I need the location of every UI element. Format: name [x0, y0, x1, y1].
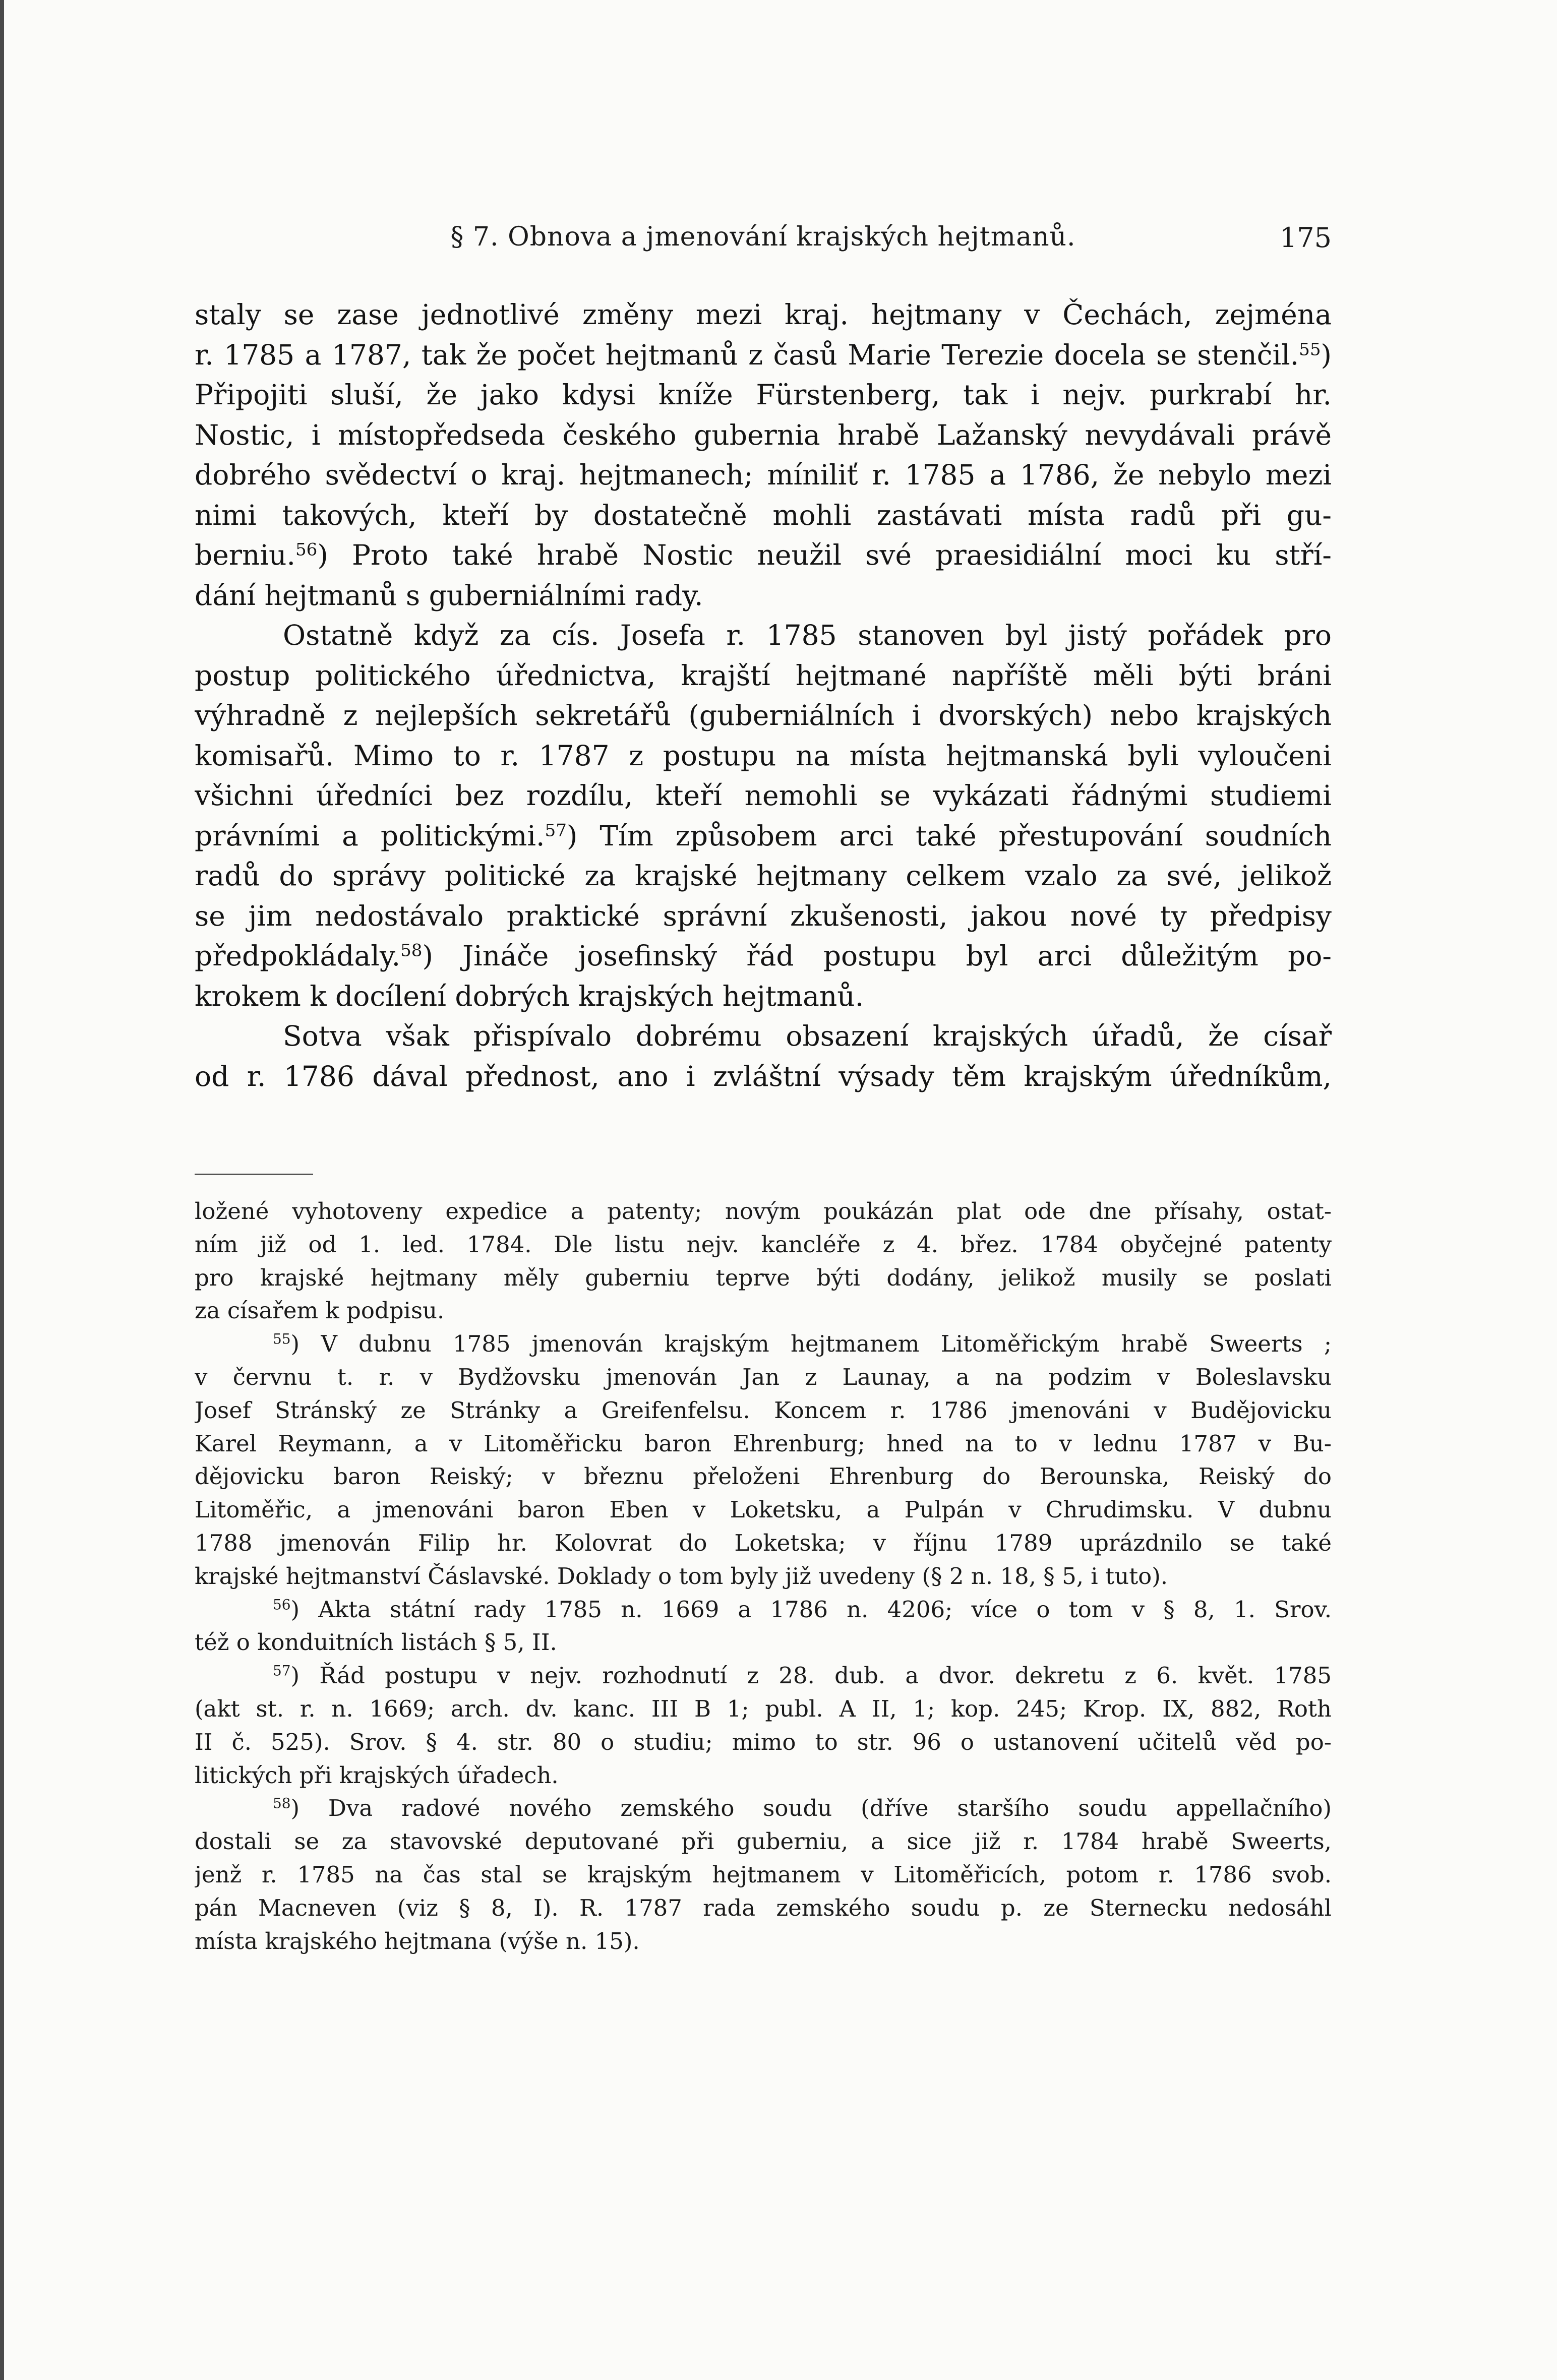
body-line: staly se zase jednotlivé změny mezi kraj. hejtmany v Čechách, zejména [195, 298, 1332, 331]
body-line: Ostatně když za cís. Josefa r. 1785 stanoven byl jistý pořádek pro [283, 619, 1332, 651]
body-line: Sotva však přispívalo dobrému obsazení krajských úřadů, že císař [283, 1020, 1332, 1052]
body-line: krokem k docílení dobrých krajských hejtmanů. [195, 980, 864, 1012]
body-line: Připojiti sluší, že jako kdysi kníže Fürstenberg, tak i nejv. purkrabí hr. [195, 379, 1332, 411]
body-line: Nostic, i místopředseda českého gubernia hrabě Lažanský nevydávali právě [195, 418, 1332, 451]
footnote-line: v červnu t. r. v Bydžovsku jmenován Jan z Launay, a na podzim v Boleslavsku [195, 1363, 1332, 1390]
section-title: § 7. Obnova a jmenování krajských hejtmanů. [450, 222, 1076, 252]
footnote-number: 56 [273, 1596, 291, 1613]
footnote-line: Karel Reymann, a v Litoměřicku baron Ehrenburg; hned na to v lednu 1787 v Bu- [195, 1430, 1332, 1457]
footnote-line: 1788 jmenován Filip hr. Kolovrat do Loketska; v říjnu 1789 uprázdnilo se také [195, 1529, 1332, 1556]
body-line: se jim nedostávalo praktické správní zkušenosti, jakou nové ty předpisy [195, 899, 1332, 932]
footnote-line: pro krajské hejtmany měly guberniu teprve býti dodány, jelikož musily se poslati [195, 1264, 1332, 1291]
footnote-number: 55 [273, 1330, 291, 1348]
footnote-line: též o konduitních listách § 5, II. [195, 1629, 557, 1656]
footnote-58: $^{58}$) Dva radové nového zemského soudu (dříve staršího soudu appellačního) [273, 1795, 1332, 1822]
page-number: 175 [1279, 222, 1332, 254]
footnote-line: (akt st. r. n. 1669; arch. dv. kanc. III B 1; publ. A II, 1; kop. 245; Krop. IX, 882, Roth [195, 1695, 1332, 1722]
footnote-line: litických při krajských úřadech. [195, 1761, 559, 1789]
body-line: dobrého svědectví o kraj. hejtmanech; míniliť r. 1785 a 1786, že nebylo mezi [195, 459, 1332, 491]
body-line: r. 1785 a 1787, tak že počet hejtmanů z časů Marie Terezie docela se stenčil.$^{55}$) [195, 338, 1332, 371]
footnote-line: za císařem k podpisu. [195, 1297, 445, 1324]
footnote-number: 57 [273, 1662, 291, 1679]
footnotes [195, 1195, 1332, 1958]
footnote-ref: 57 [545, 820, 567, 840]
footnote-line: dostali se za stavovské deputované při guberniu, a sice již r. 1784 hrabě Sweerts, [195, 1828, 1332, 1855]
body-line: předpokládaly.$^{58}$) Jináče josefinský řád postupu byl arci důležitým po- [195, 940, 1332, 972]
footnote-line: dějovicku baron Reiský; v březnu přeloženi Ehrenburg do Berounska, Reiský do [195, 1463, 1332, 1490]
body-line: radů do správy politické za krajské hejtmany celkem vzalo za své, jelikož [195, 860, 1332, 892]
body-line: všichni úředníci bez rozdílu, kteří nemohli se vykázati řádnými studiemi [195, 779, 1332, 812]
footnote-line: krajské hejtmanství Čáslavské. Doklady o tom byly již uvedeny (§ 2 n. 18, § 5, i tuto). [195, 1562, 1168, 1590]
footnote-number: 58 [273, 1795, 291, 1812]
footnote-57: $^{57}$) Řád postupu v nejv. rozhodnutí z 28. dub. a dvor. dekretu z 6. květ. 1785 [273, 1662, 1332, 1689]
body-line: právními a politickými.$^{57}$) Tím způsobem arci také přestupování soudních [195, 819, 1332, 852]
body-line: od r. 1786 dával přednost, ano i zvláštní výsady těm krajským úředníkům, [195, 1060, 1332, 1092]
footnote-line: II č. 525). Srov. § 4. str. 80 o studiu; mimo to str. 96 o ustanovení učitelů věd po- [195, 1728, 1332, 1755]
body-line: dání hejtmanů s guberniálními rady. [195, 579, 703, 612]
footnote-55: $^{55}$) V dubnu 1785 jmenován krajským hejtmanem Litoměřickým hrabě Sweerts ; [273, 1330, 1332, 1358]
footnote-line: pán Macneven (viz § 8, I). R. 1787 rada zemského soudu p. ze Sternecku nedosáhl [195, 1894, 1332, 1921]
footnote-ref: 58 [400, 940, 423, 961]
body-line: komisařů. Mimo to r. 1787 z postupu na místa hejtmanská byli vyloučeni [195, 739, 1332, 772]
footnote-line: jenž r. 1785 na čas stal se krajským hejtmanem v Litoměřicích, potom r. 1786 svob. [195, 1861, 1332, 1888]
footnote-line: ním již od 1. led. 1784. Dle listu nejv. kancléře z 4. břez. 1784 obyčejné patenty [195, 1231, 1332, 1258]
body-line: postup politického úřednictva, krajští hejtmané napříště měli býti bráni [195, 659, 1332, 692]
body-line: výhradně z nejlepších sekretářů (guberniálních i dvorských) nebo krajských [195, 699, 1332, 731]
body-line: nimi takových, kteří by dostatečně mohli zastávati místa radů při gu- [195, 499, 1332, 531]
footnote-line: Litoměřic, a jmenováni baron Eben v Loketsku, a Pulpán v Chrudimsku. V dubnu [195, 1496, 1332, 1523]
body-line: berniu.$^{56}$) Proto také hrabě Nostic neužil své praesidiální moci ku stří- [195, 539, 1332, 571]
footnote-line: Josef Stránský ze Stránky a Greifenfelsu. Koncem r. 1786 jmenováni v Budějovicku [195, 1396, 1332, 1424]
main-text [195, 295, 1332, 1096]
running-header [195, 222, 1332, 267]
footnote-56: $^{56}$) Akta státní rady 1785 n. 1669 a 1786 n. 4206; více o tom v § 8, 1. Srov. [273, 1596, 1332, 1623]
footnote-rule [195, 1174, 313, 1175]
footnote-line: ložené vyhotoveny expedice a patenty; novým poukázán plat ode dne přísahy, ostat- [195, 1198, 1332, 1225]
footnote-ref: 56 [295, 539, 318, 560]
footnote-ref: 55 [1299, 339, 1321, 359]
footnote-line: místa krajského hejtmana (výše n. 15). [195, 1927, 640, 1955]
